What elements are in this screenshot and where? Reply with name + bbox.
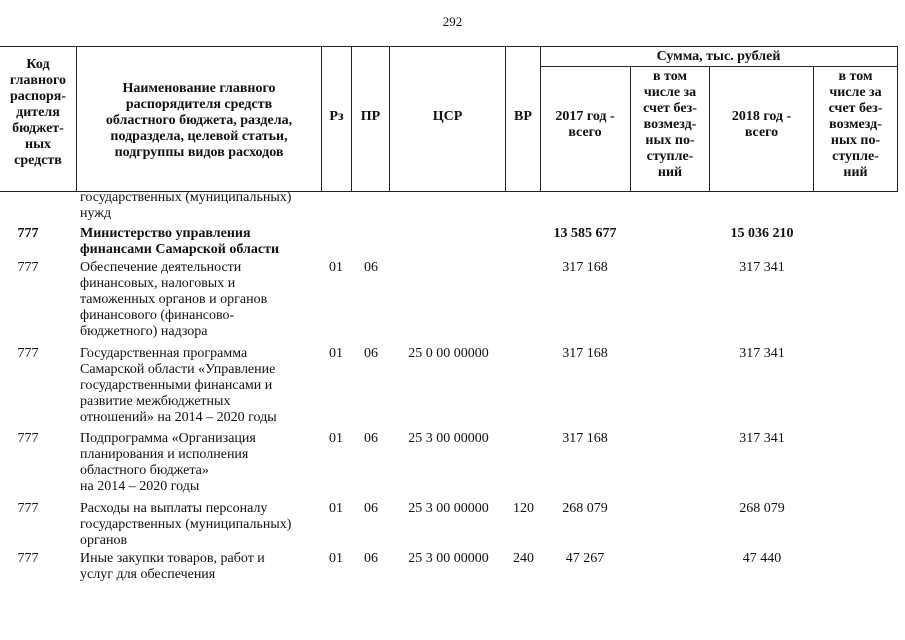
header-code: Код главного распоря- дителя бюджет- ных средств (9, 57, 67, 168)
row-rz: 01 (329, 551, 343, 566)
header-csr: ЦСР (432, 109, 463, 124)
row-csr: 25 3 00 00000 (408, 551, 489, 566)
header-vr: ВР (514, 109, 532, 124)
row-sum-2017: 317 168 (562, 431, 608, 446)
row-csr: 25 3 00 00000 (408, 431, 489, 446)
row-rz: 01 (329, 501, 343, 516)
header-2017-free-receipts: в том числе за счет без- возмезд- ных по- ступле- ний (643, 69, 697, 180)
row-sum-2017: 47 267 (565, 551, 605, 566)
row-pr: 06 (364, 501, 378, 516)
row-code: 777 (17, 260, 39, 275)
header-sum: Сумма, тыс. рублей (540, 47, 897, 67)
row-rz: 01 (329, 346, 343, 361)
row-code: 777 (17, 551, 39, 566)
row-sum-2017: 317 168 (562, 260, 608, 275)
row-name: Расходы на выплаты персоналу государственных (муниципальных) органов (80, 501, 292, 548)
row-pr: 06 (364, 431, 378, 446)
row-sum-2018: 47 440 (742, 551, 782, 566)
row-name: государственных (муниципальных) нужд (80, 190, 292, 221)
row-name: Обеспечение деятельности финансовых, налоговых и таможенных органов и органов финансового (финансово- бюджетного) надзора (80, 260, 268, 339)
row-sum-2018: 317 341 (739, 260, 785, 275)
row-name: Министерство управления финансами Самарской области (80, 226, 280, 257)
header-2018-free-receipts: в том числе за счет без- возмезд- ных по- ступле- ний (828, 69, 883, 180)
row-pr: 06 (364, 260, 378, 275)
row-rz: 01 (329, 260, 343, 275)
header-rz: Рз (329, 109, 344, 124)
row-code: 777 (17, 501, 39, 516)
header-name: Наименование главного распорядителя средств областного бюджета, раздела, подраздела, целевой статьи, подгруппы видов расходов (105, 81, 293, 160)
row-vr: 120 (513, 501, 534, 516)
header-2018-total: 2018 год - всего (731, 109, 792, 140)
row-pr: 06 (364, 551, 378, 566)
row-sum-2018: 317 341 (739, 346, 785, 361)
row-pr: 06 (364, 346, 378, 361)
row-sum-2017: 317 168 (562, 346, 608, 361)
row-code: 777 (17, 346, 39, 361)
header-pr: ПР (360, 109, 381, 124)
row-vr: 240 (513, 551, 534, 566)
row-sum-2018: 268 079 (739, 501, 785, 516)
row-rz: 01 (329, 431, 343, 446)
header-2017-total: 2017 год - всего (555, 109, 615, 140)
row-name: Иные закупки товаров, работ и услуг для обеспечения (80, 551, 265, 582)
page-number: 292 (442, 14, 463, 29)
row-sum-2018: 15 036 210 (730, 226, 794, 241)
row-sum-2017: 268 079 (562, 501, 608, 516)
row-code: 777 (17, 226, 39, 241)
row-name: Подпрограмма «Организация планирования и исполнения областного бюджета» на 2014 – 2020 годы (80, 431, 256, 494)
row-sum-2018: 317 341 (739, 431, 785, 446)
row-csr: 25 3 00 00000 (408, 501, 489, 516)
row-code: 777 (17, 431, 39, 446)
row-name: Государственная программа Самарской области «Управление государственными финансами и развитие межбюджетных отношений» на 2014 – 2020 годы (80, 346, 277, 425)
row-csr: 25 0 00 00000 (408, 346, 489, 361)
row-sum-2017: 13 585 677 (553, 226, 617, 241)
